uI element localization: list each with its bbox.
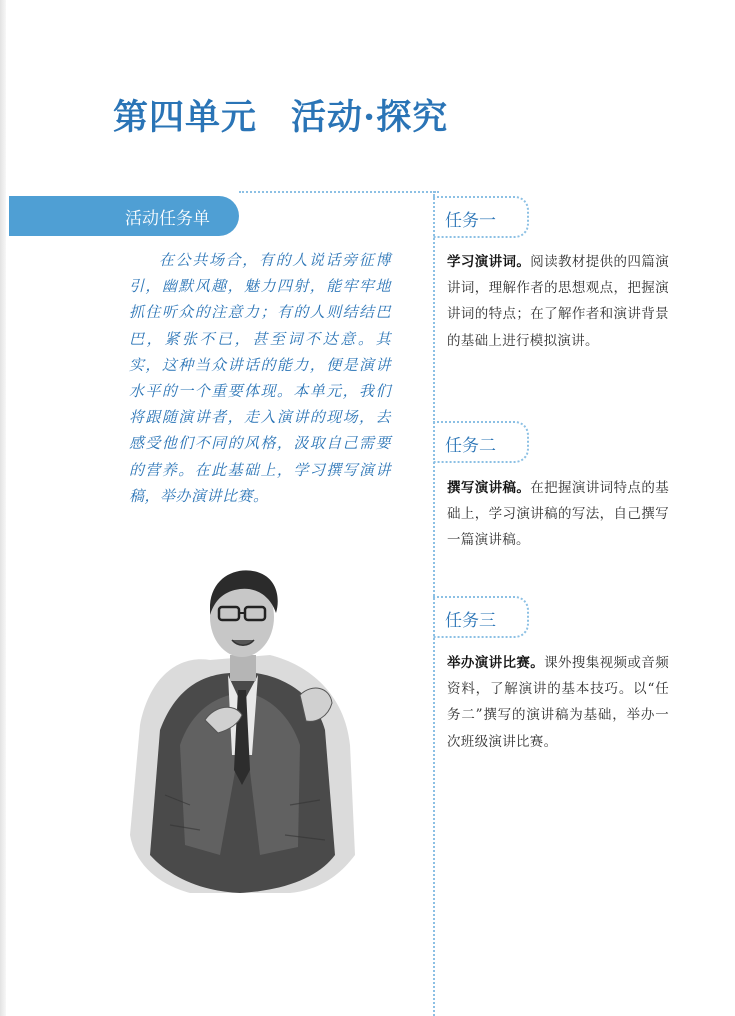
unit-topic: 活动·探究: [291, 97, 449, 138]
task-3-text: 课外搜集视频或音频资料，了解演讲的基本技巧。以“任务二”撰写的演讲稿为基础，举办一次班级演讲比赛。: [447, 655, 669, 750]
task-tab-3-label: 任务三: [445, 611, 496, 631]
task-1-body: [447, 249, 669, 354]
activity-intro: 在公共场合，有的人说话旁征博引，幽默风趣，魅力四射，能牢牢地抓住听众的注意力；有的人则结结巴巴，紧张不已，甚至词不达意。其实，这种当众讲话的能力，便是演讲水平的一个重要体现。本单元，我们将跟随演讲者，走入演讲的现场，去感受他们不同的风格，汲取自己需要的营养。在此基础上，学习撰写演讲稿，举办演讲比赛。: [129, 251, 391, 505]
activity-banner: [9, 196, 239, 236]
task-tab-1: [433, 196, 529, 238]
task-2-text: 在把握演讲词特点的基础上，学习演讲稿的写法，自己撰写一篇演讲稿。: [447, 480, 669, 549]
task-tab-2: [433, 421, 529, 463]
task-2-lead: 撰写演讲稿。: [447, 480, 531, 496]
unit-number: 第四单元: [113, 97, 258, 138]
task-3-body: [447, 650, 669, 755]
unit-title: [113, 90, 448, 140]
task-tab-3: [433, 596, 529, 638]
task-1-text: 阅读教材提供的四篇演讲词，理解作者的思想观点，把握演讲词的特点；在了解作者和演讲背景的基础上进行模拟演讲。: [447, 254, 669, 349]
task-tab-2-label: 任务二: [445, 436, 496, 456]
task-1-lead: 学习演讲词。: [447, 254, 531, 270]
task-2-body: [447, 475, 669, 554]
dotted-divider-top: [239, 191, 439, 193]
page-edge: [0, 0, 6, 1016]
task-3-lead: 举办演讲比赛。: [447, 655, 545, 671]
speaker-portrait-illustration: [120, 555, 360, 895]
task-tab-1-label: 任务一: [445, 211, 496, 231]
activity-banner-label: 活动任务单: [125, 209, 210, 229]
